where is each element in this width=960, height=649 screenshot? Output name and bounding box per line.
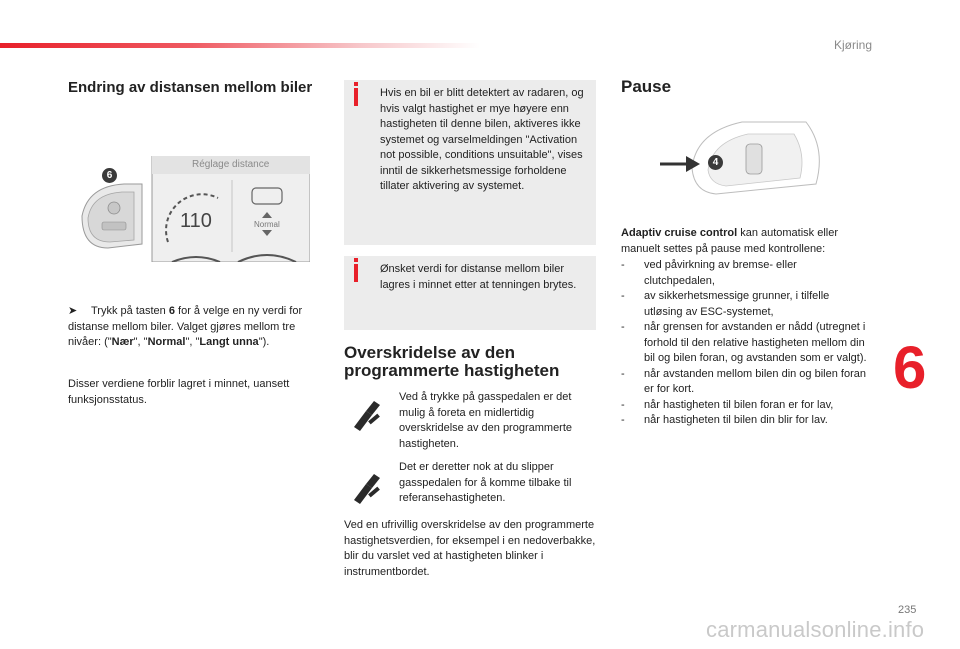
list-item: - når grensen for avstanden er nådd (utregnet i forhold til den relative hastigheten mellom din bil og bilen foran, og avstanden som er valgt). [621, 320, 869, 367]
info-icon [354, 88, 358, 106]
list-item: - ved påvirkning av bremse- eller clutchpedalen, [621, 258, 869, 289]
arrow-icon: ➤ [68, 305, 78, 317]
overspeed-heading: Overskridelse av den programmerte hastigheten [344, 343, 560, 380]
pause-control-graphic [656, 108, 828, 200]
list-item: - når hastigheten til bilen din blir for lav. [621, 413, 869, 429]
level-label: Normal [254, 220, 280, 229]
speed-value: 110 [180, 210, 212, 232]
page-number: 235 [898, 604, 917, 616]
foot-pedal-release-icon [350, 470, 384, 506]
chapter-number: 6 [893, 334, 927, 401]
distance-instruction: ➤ Trykk på tasten 6 for å velge en ny verdi for distanse mellom biler. Valget gjøres mellom tre nivåer: ("Nær", "Normal", "Langt unna"). [68, 305, 303, 348]
list-item: - når avstanden mellom bilen din og bilen foran er for kort. [621, 367, 869, 398]
pause-intro: Adaptiv cruise control kan automatisk eller manuelt settes på pause med kontrollene: [621, 227, 839, 255]
pause-heading: Pause [621, 77, 672, 96]
section-title: Kjøring [833, 38, 872, 52]
overspeed-step2: Det er deretter nok at du slipper gasspedalen for å komme tilbake til referansehastigheten. [399, 461, 572, 504]
screen-title: Réglage distance [192, 159, 270, 170]
key-4-callout: 4 [708, 155, 723, 170]
overspeed-step1: Ved å trykke på gasspedalen er det mulig å foreta en midlertidig overskridelse av den programmerte hastigheten. [399, 391, 573, 450]
list-item: - når hastigheten til bilen foran er for lav, [621, 398, 869, 414]
info-icon [354, 264, 358, 282]
distance-illustration [68, 156, 310, 262]
list-item: - av sikkerhetsmessige grunner, i tilfelle utløsing av ESC-systemet, [621, 289, 869, 320]
header-accent-bar [0, 43, 480, 48]
pause-conditions-list [621, 258, 869, 429]
info-box-radar [344, 80, 596, 245]
overspeed-warning: Ved en ufrivillig overskridelse av den programmerte hastighetsverdien, for eksempel i en nedoverbakke, blir du varslet ved at hastigheten blinker i instrumentbordet. [344, 519, 596, 578]
foot-pedal-press-icon [350, 397, 384, 433]
pause-illustration [656, 108, 828, 200]
distance-memory-note: Disser verdiene forblir lagret i minnet, uansett funksjonsstatus. [68, 378, 290, 406]
info-box-memory [344, 256, 596, 330]
watermark: carmanualsonline.info [706, 617, 925, 642]
distance-heading: Endring av distansen mellom biler [68, 79, 313, 96]
key-6-callout: 6 [102, 168, 117, 183]
info-text-memory: Ønsket verdi for distanse mellom biler lagres i minnet etter at tenningen brytes. [380, 263, 577, 291]
info-text-radar: Hvis en bil er blitt detektert av radaren, og hvis valgt hastighet er mye høyere enn hastigheten til denne bilen, aktiveres ikke systemet og varselmeldingen "Activation not possible, conditions unsuitable", vises inntil de sikkerhetsmessige forholdene tillater aktivering av systemet. [380, 87, 584, 192]
